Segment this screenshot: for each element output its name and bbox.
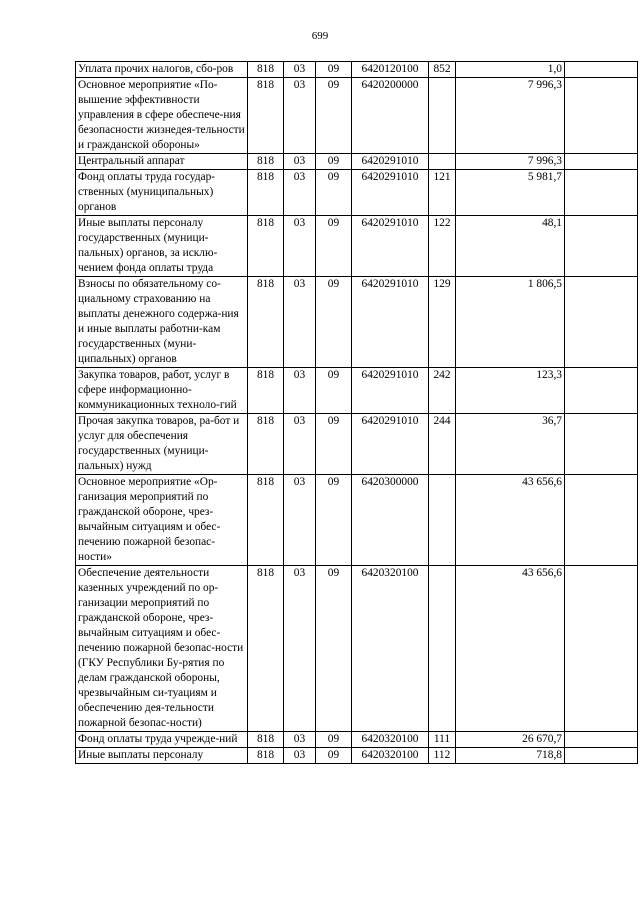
row-target: 6420200000 (352, 78, 429, 154)
row-subsection: 09 (316, 368, 352, 414)
row-target: 6420291010 (352, 368, 429, 414)
row-name: Иные выплаты персоналу государственных (муници-пальных) органов, за исклю-чением фонда оплаты труда (76, 216, 248, 277)
row-expense-type (429, 566, 456, 732)
row-expense-type: 852 (429, 62, 456, 78)
row-empty-cell (565, 216, 638, 277)
row-target: 6420120100 (352, 62, 429, 78)
row-section: 03 (284, 748, 316, 764)
row-amount: 123,3 (456, 368, 565, 414)
row-target: 6420291010 (352, 277, 429, 368)
row-section: 03 (284, 277, 316, 368)
row-target: 6420291010 (352, 170, 429, 216)
row-section: 03 (284, 154, 316, 170)
row-empty-cell (565, 475, 638, 566)
row-name: Центральный аппарат (76, 154, 248, 170)
row-section: 03 (284, 216, 316, 277)
row-section: 03 (284, 368, 316, 414)
row-target: 6420291010 (352, 414, 429, 475)
row-name: Иные выплаты персоналу (76, 748, 248, 764)
table-row (76, 62, 638, 78)
budget-table (75, 61, 638, 764)
row-subsection: 09 (316, 414, 352, 475)
row-code: 818 (248, 62, 284, 78)
row-subsection: 09 (316, 475, 352, 566)
row-code: 818 (248, 170, 284, 216)
table-row (76, 414, 638, 475)
row-empty-cell (565, 62, 638, 78)
row-code: 818 (248, 216, 284, 277)
row-name: Закупка товаров, работ, услуг в сфере информационно-коммуникационных техноло-гий (76, 368, 248, 414)
row-empty-cell (565, 277, 638, 368)
row-section: 03 (284, 62, 316, 78)
row-amount: 36,7 (456, 414, 565, 475)
row-name: Фонд оплаты труда учрежде-ний (76, 732, 248, 748)
row-subsection: 09 (316, 216, 352, 277)
row-section: 03 (284, 78, 316, 154)
row-expense-type (429, 78, 456, 154)
row-empty-cell (565, 368, 638, 414)
row-target: 6420291010 (352, 216, 429, 277)
row-subsection: 09 (316, 277, 352, 368)
table-row (76, 566, 638, 732)
row-amount: 5 981,7 (456, 170, 565, 216)
row-expense-type: 112 (429, 748, 456, 764)
table-row (76, 732, 638, 748)
table-row (76, 154, 638, 170)
row-subsection: 09 (316, 62, 352, 78)
row-code: 818 (248, 154, 284, 170)
row-expense-type (429, 154, 456, 170)
budget-table-body (76, 62, 638, 764)
row-name: Основное мероприятие «По-вышение эффективности управления в сфере обеспече-ния безопасности жизнедея-тельности и гражданской обороны» (76, 78, 248, 154)
table-row (76, 170, 638, 216)
row-section: 03 (284, 475, 316, 566)
row-section: 03 (284, 566, 316, 732)
row-expense-type: 122 (429, 216, 456, 277)
row-empty-cell (565, 170, 638, 216)
row-name: Основное мероприятие «Ор-ганизация мероприятий по гражданской обороне, чрез-вычайным ситуациям и обес-печению пожарной безопас-ности» (76, 475, 248, 566)
row-amount: 1 806,5 (456, 277, 565, 368)
row-amount: 7 996,3 (456, 154, 565, 170)
row-subsection: 09 (316, 78, 352, 154)
row-code: 818 (248, 368, 284, 414)
row-name: Обеспечение деятельности казенных учреждений по ор-ганизации мероприятий по гражданской обороне, чрез-вычайным ситуациям и обес-печению пожарной безопас-ности (ГКУ Республики Бу-рятия по делам гражданской обороны, чрезвычайным си-туациям и обеспечению дея-тельности пожарной безопас-ности) (76, 566, 248, 732)
table-row (76, 748, 638, 764)
row-amount: 718,8 (456, 748, 565, 764)
row-target: 6420300000 (352, 475, 429, 566)
table-row (76, 368, 638, 414)
row-amount: 7 996,3 (456, 78, 565, 154)
row-subsection: 09 (316, 748, 352, 764)
row-subsection: 09 (316, 732, 352, 748)
row-empty-cell (565, 566, 638, 732)
row-code: 818 (248, 475, 284, 566)
table-row (76, 475, 638, 566)
row-expense-type (429, 475, 456, 566)
row-section: 03 (284, 414, 316, 475)
row-name: Уплата прочих налогов, сбо-ров (76, 62, 248, 78)
row-amount: 48,1 (456, 216, 565, 277)
row-code: 818 (248, 566, 284, 732)
row-code: 818 (248, 748, 284, 764)
row-expense-type: 129 (429, 277, 456, 368)
table-row (76, 216, 638, 277)
row-target: 6420291010 (352, 154, 429, 170)
row-amount: 26 670,7 (456, 732, 565, 748)
row-expense-type: 111 (429, 732, 456, 748)
row-expense-type: 121 (429, 170, 456, 216)
row-code: 818 (248, 277, 284, 368)
row-name: Фонд оплаты труда государ-ственных (муниципальных) органов (76, 170, 248, 216)
row-name: Взносы по обязательному со-циальному страхованию на выплаты денежного содержа-ния и иные выплаты работни-кам государственных (муни-ципальных) органов (76, 277, 248, 368)
table-row (76, 277, 638, 368)
row-target: 6420320100 (352, 566, 429, 732)
row-target: 6420320100 (352, 732, 429, 748)
row-name: Прочая закупка товаров, ра-бот и услуг для обеспечения государственных (муници-пальных) нужд (76, 414, 248, 475)
row-amount: 43 656,6 (456, 566, 565, 732)
row-target: 6420320100 (352, 748, 429, 764)
row-section: 03 (284, 170, 316, 216)
row-amount: 43 656,6 (456, 475, 565, 566)
row-empty-cell (565, 154, 638, 170)
row-subsection: 09 (316, 170, 352, 216)
row-amount: 1,0 (456, 62, 565, 78)
row-subsection: 09 (316, 566, 352, 732)
row-empty-cell (565, 748, 638, 764)
row-code: 818 (248, 414, 284, 475)
table-row (76, 78, 638, 154)
row-empty-cell (565, 78, 638, 154)
row-expense-type: 244 (429, 414, 456, 475)
row-empty-cell (565, 732, 638, 748)
row-empty-cell (565, 414, 638, 475)
row-code: 818 (248, 78, 284, 154)
row-subsection: 09 (316, 154, 352, 170)
page-number: 699 (311, 30, 329, 42)
row-code: 818 (248, 732, 284, 748)
row-section: 03 (284, 732, 316, 748)
row-expense-type: 242 (429, 368, 456, 414)
